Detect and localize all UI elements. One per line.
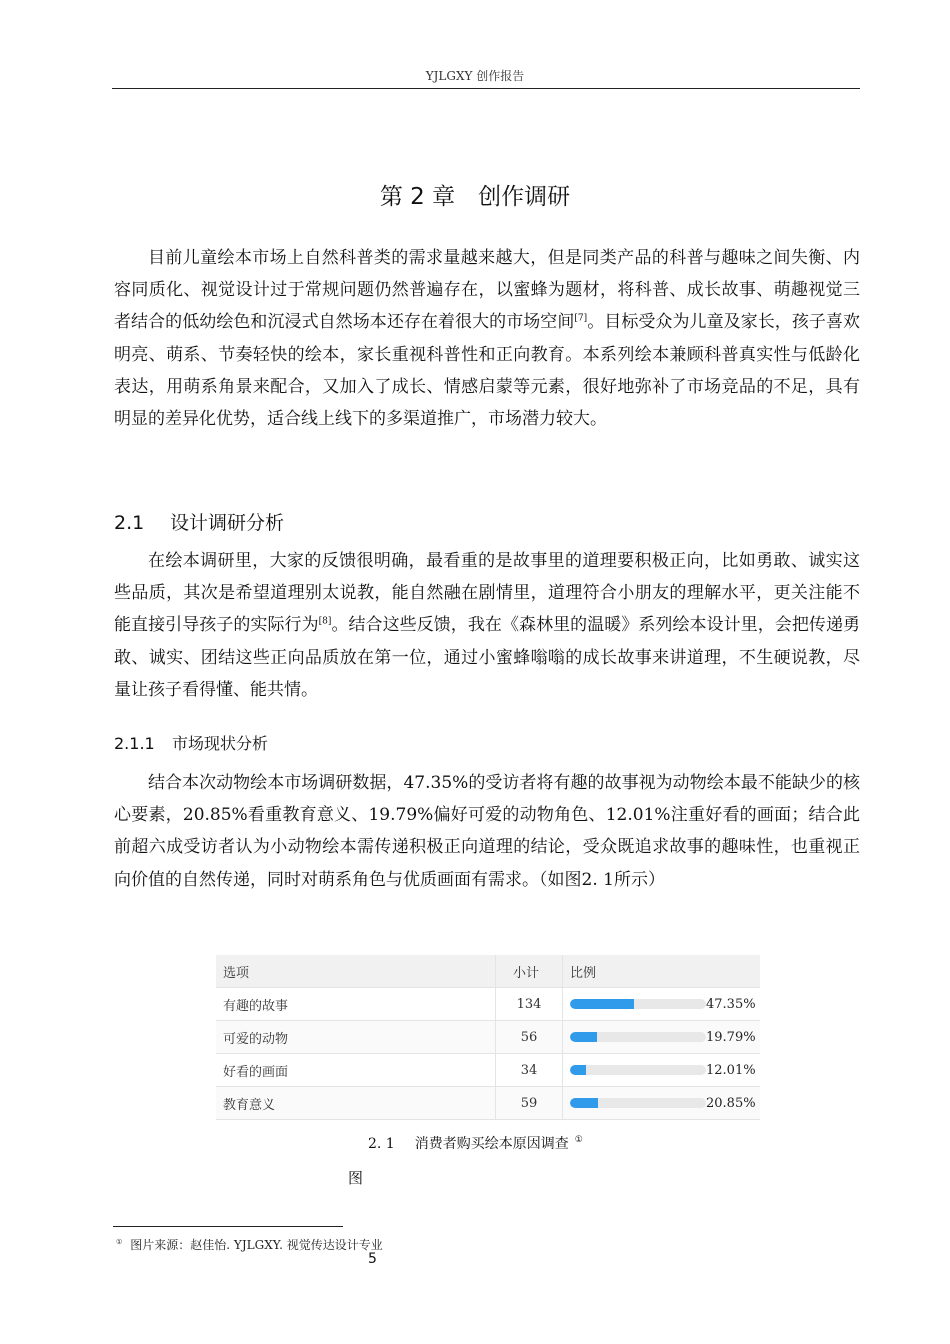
percent-bar-fill [570,1065,586,1075]
page-number: 5 [368,1251,377,1267]
section-2-1-text-2: 。结合这些反馈，我在《森林里的温暖》系列绘本设计里，会把传递勇敢、诚实、团结这些正向品质放在第一位，通过小蜜蜂嗡嗡的成长故事来讲道理，不生硬说教，尽量让孩子看得懂、能共情。 [114,615,861,700]
page-header: YJLGXY 创作报告 [425,69,525,83]
market-analysis-paragraph: 结合本次动物绘本市场调研数据，47.35%的受访者将有趣的故事视为动物绘本最不能缺少的核心要素，20.85%看重教育意义、19.79%偏好可爱的动物角色、12.01%注重好看的画面；结合此前超六成受访者认为小动物绘本需传递积极正向道理的结论，受众既追求故事的趣味性，也重视正向价值的自然传递，同时对萌系角色与优质画面有需求。（如图2. 1所示） [114,773,860,890]
row-percent-cell [563,1054,761,1087]
row-option: 教育意义 [216,1087,496,1120]
header-count: 小计 [496,955,563,988]
section-title: 设计调研分析 [170,512,285,534]
row-percent-cell [563,988,761,1021]
row-count: 59 [496,1087,563,1120]
chapter-title: 第 2 章 创作调研 [379,184,571,210]
header-divider [112,88,860,89]
survey-row [216,1087,760,1120]
survey-row [216,1054,760,1087]
subsection-title: 市场现状分析 [172,734,269,753]
percent-label: 19.79% [706,1029,756,1045]
citation-8: [8] [318,616,332,627]
row-count: 34 [496,1054,563,1087]
row-count: 134 [496,988,563,1021]
section-2-1-text-1: 在绘本调研里，大家的反馈很明确，最看重的是故事里的道理要积极正向，比如勇敢、诚实这些品质，其次是希望道理别太说教，能自然融在剧情里，道理符合小朋友的理解水平，更关注能不能直接引导孩子的实际行为 [114,551,860,636]
figure-footnote-mark: ① [574,1135,583,1146]
percent-bar-fill [570,1098,598,1108]
header-percent: 比例 [563,955,761,988]
row-count: 56 [496,1021,563,1054]
row-option: 可爱的动物 [216,1021,496,1054]
row-percent-cell [563,1087,761,1120]
row-percent-cell [563,1021,761,1054]
percent-label: 47.35% [706,996,756,1012]
section-number: 2.1 [114,512,145,534]
figure-caption [368,1133,583,1153]
percent-bar-track [570,1065,706,1075]
citation-7: [7] [574,313,588,324]
section-2-1-paragraph [114,545,860,706]
figure-caption-tail: 图 [348,1169,364,1187]
percent-bar-track [570,999,706,1009]
row-option: 有趣的故事 [216,988,496,1021]
footnote-mark: ① [116,1238,123,1246]
survey-row [216,988,760,1021]
row-option: 好看的画面 [216,1054,496,1087]
intro-paragraph [114,242,860,435]
percent-label: 20.85% [706,1095,756,1111]
percent-bar-track [570,1098,706,1108]
survey-table [216,955,760,1120]
survey-row [216,1021,760,1054]
intro-text-2: 。目标受众为儿童及家长，孩子喜欢明亮、萌系、节奏轻快的绘本，家长重视科普性和正向教育。本系列绘本兼顾科普真实性与低龄化表达，用萌系角景来配合，又加入了成长、情感启蒙等元素，很好地弥补了市场竞品的不足，具有明显的差异化优势，适合线上线下的多渠道推广，市场潜力较大。 [114,312,861,430]
percent-bar-track [570,1032,706,1042]
percent-label: 12.01% [706,1062,756,1078]
intro-text-1: 目前儿童绘本市场上自然科普类的需求量越来越大，但是同类产品的科普与趣味之间失衡、内容同质化、视觉设计过于常规问题仍然普遍存在，以蜜蜂为题材，将科普、成长故事、萌趣视觉三者结合的低幼绘色和沉浸式自然场本还存在着很大的市场空间 [114,248,860,333]
section-heading-2-1-1 [114,731,268,754]
subsection-number: 2.1.1 [114,734,155,753]
percent-bar-fill [570,1032,597,1042]
percent-bar-fill [570,999,634,1009]
footnote-divider [113,1226,343,1227]
section-heading-2-1 [114,508,284,535]
header-option: 选项 [216,955,496,988]
figure-caption-text: 消费者购买绘本原因调查 [414,1136,569,1152]
footnote-text: 图片来源：赵佳怡. YJLGXY. 视觉传达设计专业 [130,1238,383,1252]
figure-number: 2. 1 [368,1136,395,1152]
survey-header-row [216,955,760,988]
